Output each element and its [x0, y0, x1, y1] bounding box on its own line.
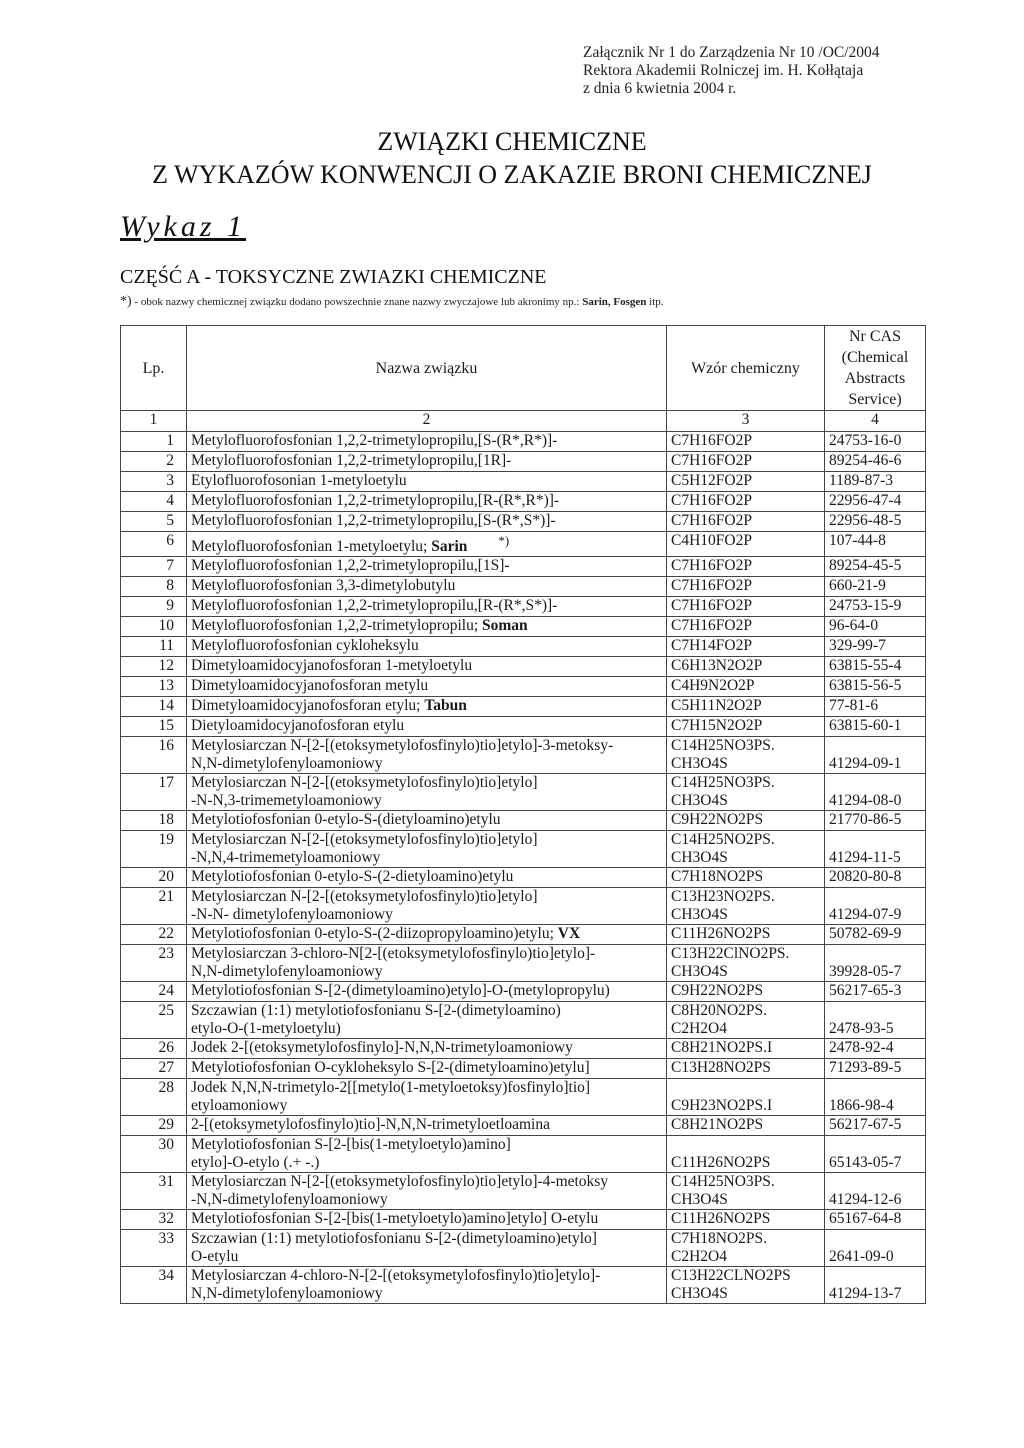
table-row	[121, 432, 926, 452]
compound-name	[187, 1079, 667, 1116]
row-number: 32	[121, 1210, 187, 1230]
chemical-formula	[667, 657, 825, 677]
name-line: Metylosiarczan N-[2-[(etoksymetylofosfinylo)tio]etylo]	[191, 888, 538, 906]
cas-number: 1189-87-3	[825, 472, 926, 492]
chemical-formula	[667, 697, 825, 717]
common-name: VX	[557, 925, 581, 943]
col-header-cas: Nr CAS (Chemical Abstracts Service)	[825, 326, 926, 411]
name-line: Szczawian (1:1) metylotiofosfonianu S-[2-(dimetyloamino)etylo]	[191, 1230, 597, 1248]
row-number: 5	[121, 512, 187, 532]
footnote-suffix: itp.	[649, 296, 664, 308]
name-line: Metylofluorofosfonian cykloheksylu	[191, 637, 419, 655]
chemical-formula	[667, 982, 825, 1002]
formula-line: CH3O4S	[671, 1191, 728, 1209]
name-line: N,N-dimetylofenyloamoniowy	[191, 963, 383, 981]
footnote-mark: *)	[120, 294, 132, 309]
column-number: 4	[825, 411, 926, 432]
row-number: 23	[121, 945, 187, 982]
formula-line: C11H26NO2PS	[671, 1154, 771, 1172]
name-line: Metylotiofosfonian 0-etylo-S-(dietyloamino)etylu	[191, 811, 501, 829]
table-row	[121, 472, 926, 492]
chemical-formula	[667, 1210, 825, 1230]
name-line: Metylosiarczan N-[2-[(etoksymetylofosfinylo)tio]etylo]	[191, 774, 538, 792]
chemical-formula	[667, 452, 825, 472]
formula-line: C14H25NO3PS.	[671, 737, 775, 755]
name-line: Dimetyloamidocyjanofosforan 1-metyloetylu	[191, 657, 473, 675]
row-number: 2	[121, 452, 187, 472]
table-row	[121, 1173, 926, 1210]
cas-number: 41294-12-6	[825, 1173, 926, 1210]
formula-line: C7H16FO2P	[671, 577, 752, 595]
cas-number: 89254-46-6	[825, 452, 926, 472]
annex-line: Załącznik Nr 1 do Zarządzenia Nr 10 /OC/2004	[583, 44, 880, 61]
row-number: 9	[121, 597, 187, 617]
table-row	[121, 512, 926, 532]
compound-name	[187, 831, 667, 868]
cas-number: 50782-69-9	[825, 925, 926, 945]
formula-line: C7H16FO2P	[671, 597, 752, 615]
formula-line: C14H25NO3PS.	[671, 1173, 775, 1191]
compound-name	[187, 1136, 667, 1173]
formula-line: C7H18NO2PS.	[671, 1230, 768, 1248]
row-number: 18	[121, 811, 187, 831]
col-header-formula: Wzór chemiczny	[667, 326, 825, 411]
row-number: 30	[121, 1136, 187, 1173]
formula-line: C5H11N2O2P	[671, 697, 762, 715]
row-number: 6	[121, 532, 187, 557]
table-row	[121, 677, 926, 697]
compound-name	[187, 811, 667, 831]
column-number: 1	[121, 411, 187, 432]
cas-number: 41294-08-0	[825, 774, 926, 811]
table-row	[121, 492, 926, 512]
row-number: 29	[121, 1116, 187, 1136]
cas-number: 660-21-9	[825, 577, 926, 597]
cas-number: 63815-56-5	[825, 677, 926, 697]
name-line: Metylofluorofosfonian 1,2,2-trimetylopropilu,[R-(R*,R*)]-	[191, 492, 560, 509]
column-number: 3	[667, 411, 825, 432]
table-row	[121, 657, 926, 677]
row-number: 3	[121, 472, 187, 492]
cas-number: 65167-64-8	[825, 1210, 926, 1230]
name-line: Metylotiofosfonian S-[2-[bis(1-metyloetylo)amino]	[191, 1136, 511, 1154]
name-line: Jodek 2-[(etoksymetylofosfinylo]-N,N,N-trimetyloamoniowy	[191, 1039, 573, 1057]
formula-line: C7H16FO2P	[671, 492, 752, 509]
row-number: 31	[121, 1173, 187, 1210]
formula-line: C7H16FO2P	[671, 557, 752, 575]
row-number: 21	[121, 888, 187, 925]
column-number: 2	[187, 411, 667, 432]
cas-number: 20820-80-8	[825, 868, 926, 888]
cas-number: 2478-93-5	[825, 1002, 926, 1039]
formula-line: C4H9N2O2P	[671, 677, 755, 695]
name-line: Metylofluorofosfonian 3,3-dimetylobutylu	[191, 577, 456, 595]
cas-number: 22956-48-5	[825, 512, 926, 532]
table-row	[121, 637, 926, 657]
row-number: 27	[121, 1059, 187, 1079]
cas-number: 329-99-7	[825, 637, 926, 657]
chemical-formula	[667, 577, 825, 597]
chemical-formula	[667, 617, 825, 637]
name-line: -N-N- dimetylofenyloamoniowy	[191, 906, 393, 924]
table-row	[121, 1210, 926, 1230]
cas-number: 1866-98-4	[825, 1079, 926, 1116]
cas-number: 56217-65-3	[825, 982, 926, 1002]
compound-name	[187, 512, 667, 532]
table-row	[121, 697, 926, 717]
chemical-formula	[667, 637, 825, 657]
compound-name	[187, 1116, 667, 1136]
chemical-formula	[667, 1002, 825, 1039]
chemical-formula	[667, 597, 825, 617]
cas-number: 77-81-6	[825, 697, 926, 717]
compound-name	[187, 737, 667, 774]
name-line: Jodek N,N,N-trimetylo-2[[metylo(1-metyloetoksy)fosfinylo]tio]	[191, 1079, 591, 1097]
chemical-formula	[667, 432, 825, 452]
name-line: Metylofluorofosfonian 1,2,2-trimetylopropilu,[S-(R*,S*)]-	[191, 512, 556, 529]
chemical-formula	[667, 868, 825, 888]
name-line: Metylosiarczan N-[2-[(etoksymetylofosfinylo)tio]etylo]	[191, 831, 538, 849]
name-line: Dimetyloamidocyjanofosforan metylu	[191, 677, 429, 695]
cas-number: 24753-16-0	[825, 432, 926, 452]
compound-name	[187, 532, 667, 557]
table-row	[121, 577, 926, 597]
annex-line: Rektora Akademii Rolniczej im. H. Kołłątaja	[583, 62, 864, 79]
col-header-name: Nazwa związku	[187, 326, 667, 411]
formula-line: C9H22NO2PS	[671, 982, 764, 1000]
formula-line: CH3O4S	[671, 792, 728, 810]
common-name: Tabun	[424, 697, 467, 715]
chemical-formula	[667, 1039, 825, 1059]
chemical-formula	[667, 1230, 825, 1267]
compound-name	[187, 697, 667, 717]
chemical-formula	[667, 945, 825, 982]
chemical-formula	[667, 557, 825, 577]
table-row	[121, 1136, 926, 1173]
formula-line: C7H14FO2P	[671, 637, 752, 655]
chemical-formula	[667, 1116, 825, 1136]
formula-line: C11H26NO2PS	[671, 925, 771, 943]
compound-name	[187, 888, 667, 925]
formula-line: CH3O4S	[671, 963, 728, 981]
annex-line: z dnia 6 kwietnia 2004 r.	[583, 80, 737, 97]
name-line: -N,N,4-trimemetyloamoniowy	[191, 849, 381, 867]
compound-name	[187, 657, 667, 677]
row-number: 13	[121, 677, 187, 697]
compound-name	[187, 1173, 667, 1210]
footnote	[120, 294, 664, 310]
col-header-lp: Lp.	[121, 326, 187, 411]
name-line: etylo]-O-etylo (.+ -.)	[191, 1154, 320, 1172]
formula-line: C2H2O4	[671, 1020, 727, 1038]
row-number: 14	[121, 697, 187, 717]
formula-line: C13H22ClNO2PS.	[671, 945, 790, 963]
formula-line: CH3O4S	[671, 1285, 728, 1303]
name-line: O-etylu	[191, 1248, 239, 1266]
row-number: 28	[121, 1079, 187, 1116]
name-line: N,N-dimetylofenyloamoniowy	[191, 1285, 383, 1303]
table-row	[121, 925, 926, 945]
chemicals-table	[120, 325, 926, 1304]
compound-name	[187, 1039, 667, 1059]
table-row	[121, 1079, 926, 1116]
cas-number: 24753-15-9	[825, 597, 926, 617]
formula-line: C9H22NO2PS	[671, 811, 764, 829]
name-line: Metylotiofosfonian S-[2-(dimetyloamino)etylo]-O-(metylopropylu)	[191, 982, 610, 1000]
formula-line: C7H18NO2PS	[671, 868, 764, 886]
chemical-formula	[667, 925, 825, 945]
formula-line: C11H26NO2PS	[671, 1210, 771, 1228]
compound-name	[187, 774, 667, 811]
chemical-formula	[667, 717, 825, 737]
row-number: 16	[121, 737, 187, 774]
compound-name	[187, 1002, 667, 1039]
annex-reference	[583, 44, 880, 98]
name-line: N,N-dimetylofenyloamoniowy	[191, 755, 383, 773]
name-line: etyloamoniowy	[191, 1097, 288, 1115]
cas-number: 41294-07-9	[825, 888, 926, 925]
row-number: 22	[121, 925, 187, 945]
table-header-row	[121, 326, 926, 411]
footnote-examples: Sarin, Fosgen	[582, 296, 647, 308]
row-number: 15	[121, 717, 187, 737]
table-row	[121, 1002, 926, 1039]
compound-name	[187, 1210, 667, 1230]
formula-line: C4H10FO2P	[671, 532, 752, 549]
name-line: 2-[(etoksymetylofosfinylo)tio]-N,N,N-trimetyloetloamina	[191, 1116, 550, 1134]
name-line: Dietyloamidocyjanofosforan etylu	[191, 717, 405, 735]
cas-number: 96-64-0	[825, 617, 926, 637]
chemical-formula	[667, 1173, 825, 1210]
cas-number: 21770-86-5	[825, 811, 926, 831]
table-row	[121, 774, 926, 811]
name-line: Metylofluorofosfonian 1-metyloetylu;	[191, 538, 428, 556]
chemical-formula	[667, 831, 825, 868]
table-row	[121, 617, 926, 637]
table-row	[121, 1267, 926, 1304]
table-row	[121, 532, 926, 557]
name-line: Metylofluorofosfonian 1,2,2-trimetylopropilu;	[191, 617, 479, 635]
name-line: Szczawian (1:1) metylotiofosfonianu S-[2-(dimetyloamino)	[191, 1002, 561, 1020]
footnote-mark: *)	[498, 533, 510, 548]
row-number: 11	[121, 637, 187, 657]
table-row	[121, 717, 926, 737]
name-line: Metylofluorofosfonian 1,2,2-trimetylopropilu,[S-(R*,R*)]-	[191, 432, 558, 449]
table-row	[121, 888, 926, 925]
table-row	[121, 1230, 926, 1267]
name-line: etylo-O-(1-metyloetylu)	[191, 1020, 341, 1038]
cas-number: 63815-55-4	[825, 657, 926, 677]
compound-name	[187, 557, 667, 577]
compound-name	[187, 1230, 667, 1267]
row-number: 7	[121, 557, 187, 577]
formula-line: C13H28NO2PS	[671, 1059, 771, 1077]
row-number: 12	[121, 657, 187, 677]
name-line: Metylosiarczan N-[2-[(etoksymetylofosfinylo)tio]etylo]-4-metoksy	[191, 1173, 609, 1191]
row-number: 34	[121, 1267, 187, 1304]
row-number: 24	[121, 982, 187, 1002]
compound-name	[187, 1059, 667, 1079]
table-row	[121, 982, 926, 1002]
cas-number: 39928-05-7	[825, 945, 926, 982]
name-line: Dimetyloamidocyjanofosforan etylu;	[191, 697, 421, 715]
chemical-formula	[667, 774, 825, 811]
compound-name	[187, 925, 667, 945]
chemical-formula	[667, 888, 825, 925]
compound-name	[187, 677, 667, 697]
formula-line: C7H16FO2P	[671, 452, 752, 469]
cas-number: 107-44-8	[825, 532, 926, 557]
row-number: 25	[121, 1002, 187, 1039]
table-body	[121, 411, 926, 1304]
compound-name	[187, 597, 667, 617]
row-number: 33	[121, 1230, 187, 1267]
row-number: 26	[121, 1039, 187, 1059]
table-row	[121, 945, 926, 982]
name-line: Metylosiarczan 3-chloro-N[2-[(etoksymetylofosfinylo)tio]etylo]-	[191, 945, 596, 963]
formula-line: C8H20NO2PS.	[671, 1002, 768, 1020]
formula-line: CH3O4S	[671, 906, 728, 924]
cas-number: 71293-89-5	[825, 1059, 926, 1079]
compound-name	[187, 492, 667, 512]
chemical-formula	[667, 677, 825, 697]
section-heading: CZĘŚĆ A - TOKSYCZNE ZWIAZKI CHEMICZNE	[120, 266, 547, 288]
cas-number: 56217-67-5	[825, 1116, 926, 1136]
compound-name	[187, 637, 667, 657]
chemical-formula	[667, 1059, 825, 1079]
formula-line: CH3O4S	[671, 755, 728, 773]
cas-number: 2641-09-0	[825, 1230, 926, 1267]
name-line: Metylotiofosfonian 0-etylo-S-(2-diizopropyloamino)etylu;	[191, 925, 554, 943]
table-row	[121, 452, 926, 472]
compound-name	[187, 1267, 667, 1304]
chemical-formula	[667, 737, 825, 774]
formula-line: C7H16FO2P	[671, 432, 752, 449]
chemical-formula	[667, 1136, 825, 1173]
chemical-formula	[667, 1267, 825, 1304]
formula-line: CH3O4S	[671, 849, 728, 867]
compound-name	[187, 945, 667, 982]
cas-number: 65143-05-7	[825, 1136, 926, 1173]
table-row	[121, 1059, 926, 1079]
common-name: Sarin	[431, 538, 468, 556]
list-heading: Wykaz 1	[120, 210, 247, 243]
row-number: 4	[121, 492, 187, 512]
name-line: Metylofluorofosfonian 1,2,2-trimetylopropilu,[1S]-	[191, 557, 510, 575]
cas-number: 2478-92-4	[825, 1039, 926, 1059]
document-title-line2: Z WYKAZÓW KONWENCJI O ZAKAZIE BRONI CHEMICZNEJ	[152, 160, 872, 189]
cas-number: 89254-45-5	[825, 557, 926, 577]
formula-line: C7H16FO2P	[671, 617, 752, 635]
formula-line: C5H12FO2P	[671, 472, 752, 489]
formula-line: C7H15N2O2P	[671, 717, 763, 735]
name-line: Metylofluorofosfonian 1,2,2-trimetylopropilu,[R-(R*,S*)]-	[191, 597, 558, 615]
table-row	[121, 831, 926, 868]
chemical-formula	[667, 532, 825, 557]
name-line: -N,N-dimetylofenyloamoniowy	[191, 1191, 388, 1209]
name-line: Metylotiofosfonian 0-etylo-S-(2-dietyloamino)etylu	[191, 868, 514, 886]
cas-number: 41294-09-1	[825, 737, 926, 774]
chemical-formula	[667, 492, 825, 512]
table-row	[121, 868, 926, 888]
cas-number: 22956-47-4	[825, 492, 926, 512]
table-row	[121, 1039, 926, 1059]
compound-name	[187, 617, 667, 637]
chemical-formula	[667, 811, 825, 831]
formula-line: C9H23NO2PS.I	[671, 1097, 773, 1115]
table-row	[121, 597, 926, 617]
name-line: Metylofluorofosfonian 1,2,2-trimetylopropilu,[1R]-	[191, 452, 512, 469]
table-row	[121, 1116, 926, 1136]
cas-number: 63815-60-1	[825, 717, 926, 737]
row-number: 17	[121, 774, 187, 811]
chemical-formula	[667, 1079, 825, 1116]
formula-line: C8H21NO2PS	[671, 1116, 764, 1134]
formula-line: C13H23NO2PS.	[671, 888, 775, 906]
compound-name	[187, 452, 667, 472]
row-number: 19	[121, 831, 187, 868]
compound-name	[187, 432, 667, 452]
compound-name	[187, 868, 667, 888]
table-row	[121, 557, 926, 577]
chemical-formula	[667, 512, 825, 532]
name-line: Metylosiarczan N-[2-[(etoksymetylofosfinylo)tio]etylo]-3-metoksy-	[191, 737, 614, 755]
table-row	[121, 737, 926, 774]
footnote-text: - obok nazwy chemicznej związku dodano powszechnie znane nazwy zwyczajowe lub akronimy np.:	[134, 296, 580, 308]
formula-line: C6H13N2O2P	[671, 657, 763, 675]
formula-line: C13H22CLNO2PS	[671, 1267, 791, 1285]
name-line: Metylotiofosfonian O-cykloheksylo S-[2-(dimetyloamino)etylu]	[191, 1059, 590, 1077]
cas-number: 41294-13-7	[825, 1267, 926, 1304]
formula-line: C14H25NO2PS.	[671, 831, 775, 849]
common-name: Soman	[482, 617, 528, 635]
row-number: 20	[121, 868, 187, 888]
name-line: Metylotiofosfonian S-[2-[bis(1-metyloetylo)amino]etylo] O-etylu	[191, 1210, 599, 1228]
table-row	[121, 811, 926, 831]
cas-number: 41294-11-5	[825, 831, 926, 868]
formula-line: C2H2O4	[671, 1248, 727, 1266]
formula-line: C14H25NO3PS.	[671, 774, 775, 792]
formula-line: C7H16FO2P	[671, 512, 752, 529]
row-number: 10	[121, 617, 187, 637]
compound-name	[187, 577, 667, 597]
document-title-line1: ZWIĄZKI CHEMICZNE	[377, 127, 647, 156]
compound-name	[187, 982, 667, 1002]
row-number: 1	[121, 432, 187, 452]
compound-name	[187, 472, 667, 492]
column-number-row	[121, 411, 926, 432]
compound-name	[187, 717, 667, 737]
row-number: 8	[121, 577, 187, 597]
chemical-formula	[667, 472, 825, 492]
name-line: Etylofluorofosonian 1-metyloetylu	[191, 472, 407, 489]
formula-line: C8H21NO2PS.I	[671, 1039, 773, 1057]
name-line: -N-N,3-trimemetyloamoniowy	[191, 792, 382, 810]
name-line: Metylosiarczan 4-chloro-N-[2-[(etoksymetylofosfinylo)tio]etylo]-	[191, 1267, 601, 1285]
